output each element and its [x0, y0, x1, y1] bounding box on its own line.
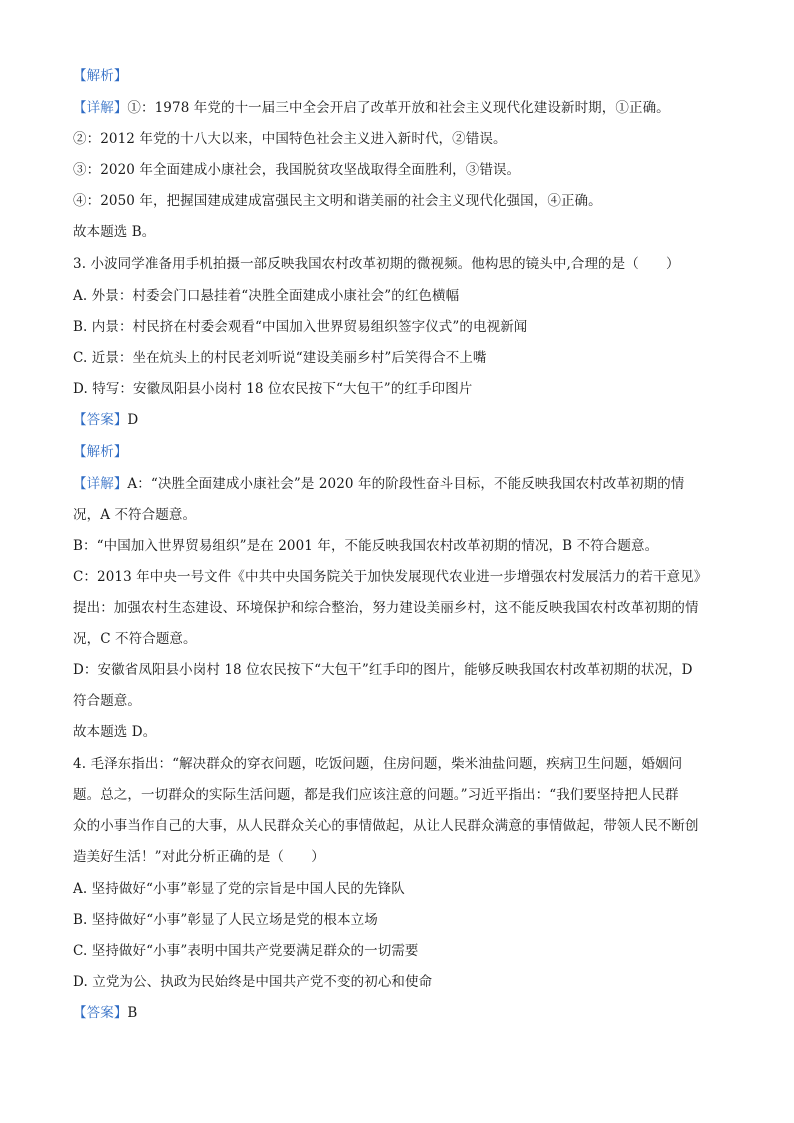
explanation-line: 况，A 不符合题意。 [73, 507, 197, 523]
detail-text: ①：1978 年党的十一届三中全会开启了改革开放和社会主义现代化建设新时期，①正确。 [127, 100, 670, 116]
detail-label: 详解 [86, 100, 114, 116]
explanation-line: 提出：加强农村生态建设、环境保护和综合整治，努力建设美丽乡村，这不能反映我国农村改革初期的情 [73, 600, 699, 616]
analysis-label: 解析 [86, 68, 114, 84]
question-stem: 题。总之，一切群众的实际生活问题，都是我们应该注意的问题。”习近平指出：“我们要坚持把人民群 [73, 787, 679, 803]
answer-label: 答案 [86, 1005, 114, 1021]
detail-text: A：“决胜全面建成小康社会”是 2020 年的阶段性奋斗目标，不能反映我国农村改革初期的情 [127, 476, 685, 492]
explanation-line: 况，C 不符合题意。 [73, 631, 197, 647]
option-d: D. 特写：安徽凤阳县小岗村 18 位农民按下“大包干”的红手印图片 [73, 381, 473, 397]
explanation-line: ③：2020 年全面建成小康社会，我国脱贫攻坚战取得全面胜利，③错误。 [73, 162, 521, 178]
answer-value: B [127, 1005, 138, 1021]
explanation-line: ④：2050 年，把握国建成建成富强民主文明和谐美丽的社会主义现代化强国，④正确。 [73, 193, 602, 209]
analysis-heading: 【解析】 [73, 444, 128, 460]
option-c: C. 坚持做好“小事”表明中国共产党要满足群众的一切需要 [73, 943, 419, 959]
option-a: A. 外景：村委会门口悬挂着“决胜全面建成小康社会”的红色横幅 [73, 288, 460, 304]
explanation-line: 符合题意。 [73, 693, 141, 709]
question-stem: 造美好生活！”对此分析正确的是（ ） [73, 849, 325, 865]
question-stem: 4. 毛泽东指出：“解决群众的穿衣问题，吃饭问题，住房问题，柴米油盐问题，疾病卫生问题，婚姻问 [73, 756, 683, 772]
option-b: B. 坚持做好“小事”彰显了人民立场是党的根本立场 [73, 912, 378, 928]
detail-line: 【详解】①：1978 年党的十一届三中全会开启了改革开放和社会主义现代化建设新时期，①正确。 [73, 100, 670, 116]
option-c: C. 近景：坐在炕头上的村民老刘听说“建设美丽乡村”后笑得合不上嘴 [73, 350, 487, 366]
answer-value: D [127, 412, 139, 428]
analysis-heading: 【解析】 [73, 68, 128, 84]
answer-label: 答案 [86, 412, 114, 428]
question-stem: 3. 小波同学准备用手机拍摄一部反映我国农村改革初期的微视频。他构思的镜头中,合理的是（ ） [73, 256, 680, 272]
detail-line: 【详解】A：“决胜全面建成小康社会”是 2020 年的阶段性奋斗目标，不能反映我国农村改革初期的情 [73, 476, 685, 492]
detail-label: 详解 [86, 476, 114, 492]
answer-line: 【答案】D [73, 412, 139, 428]
answer-line: 【答案】B [73, 1005, 138, 1021]
option-d: D. 立党为公、执政为民始终是中国共产党不变的初心和使命 [73, 974, 433, 990]
explanation-line: D：安徽省凤阳县小岗村 18 位农民按下“大包干”红手印的图片，能够反映我国农村改革初期的状况，D [73, 662, 693, 678]
explanation-line: ②：2012 年党的十八大以来，中国特色社会主义进入新时代，②错误。 [73, 131, 507, 147]
analysis-label: 解析 [86, 444, 114, 460]
option-b: B. 内景：村民挤在村委会观看“中国加入世界贸易组织签字仪式”的电视新闻 [73, 319, 528, 335]
conclusion-line: 故本题选 B。 [73, 224, 156, 240]
conclusion-line: 故本题选 D。 [73, 724, 157, 740]
option-a: A. 坚持做好“小事”彰显了党的宗旨是中国人民的先锋队 [73, 881, 405, 897]
question-stem: 众的小事当作自己的大事，从人民群众关心的事情做起，从让人民群众满意的事情做起，带领人民不断创 [73, 818, 699, 834]
explanation-line: C：2013 年中央一号文件《中共中央国务院关于加快发展现代农业进一步增强农村发展活力的若干意见》 [73, 569, 708, 585]
explanation-line: B：“中国加入世界贸易组织”是在 2001 年，不能反映我国农村改革初期的情况，B 不符合题意。 [73, 538, 659, 554]
